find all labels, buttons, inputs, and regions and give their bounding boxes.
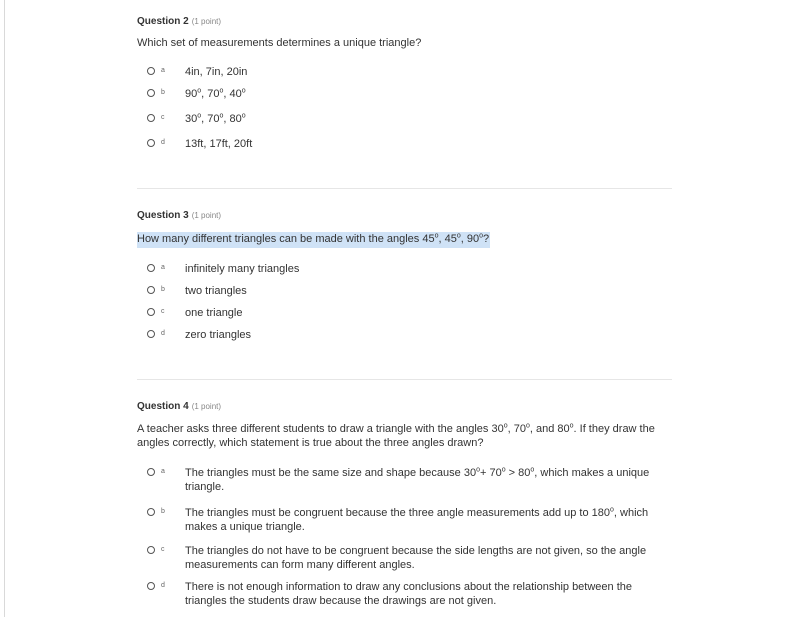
option-letter: a (161, 264, 165, 271)
radio-button[interactable] (147, 89, 155, 97)
radio-button[interactable] (147, 508, 155, 516)
left-border (4, 0, 5, 617)
option-text: infinitely many triangles (185, 263, 300, 275)
option-text: The triangles do not have to be congruent because the side lengths are not given, so the angle measurements can form many different angles. (185, 545, 647, 571)
prompt-text: Which set of measurements determines a unique triangle? (137, 37, 422, 49)
radio-button[interactable] (147, 67, 155, 75)
option-letter: b (161, 508, 165, 515)
question-4-prompt: A teacher asks three different students to draw a triangle with the angles 30$^o$, 70$^o$, and 80$^o$. If they draw the angles correctly, which statement is true about the three angles drawn? (137, 422, 655, 449)
option-letter: c (161, 546, 165, 553)
option-text: The triangles must be congruent because the three angle measurements add up to 180$^o$, which makes a unique triangle. (185, 506, 649, 533)
option-text: 4in, 7in, 20in (185, 66, 248, 78)
option-letter: c (161, 114, 165, 121)
question-2-points: (1 point) (191, 17, 222, 26)
option-text: one triangle (185, 307, 243, 319)
option-letter: c (161, 308, 165, 315)
option-text: The triangles must be the same size and shape because $30^o+ 70^o > 80^o$, which makes a unique triangle. (185, 466, 650, 493)
question-4-header (137, 401, 221, 412)
option-letter: d (161, 330, 165, 337)
option-text: two triangles (185, 285, 247, 297)
option-letter: a (161, 468, 165, 475)
option-text: 30$^o$, 70$^o$, 80$^o$ (185, 112, 246, 125)
question-2-title: Question 2 (137, 16, 189, 27)
option-text: 13ft, 17ft, 20ft (185, 138, 253, 150)
radio-button[interactable] (147, 582, 155, 590)
selected-text-highlight: How many different triangles can be made with the angles 45$^o$, 45$^o$, 90$^o$? (137, 232, 490, 248)
radio-button[interactable] (147, 139, 155, 147)
question-3-prompt (137, 232, 667, 246)
option-text: zero triangles (185, 329, 252, 341)
radio-button[interactable] (147, 546, 155, 554)
option-letter: b (161, 286, 165, 293)
option-letter: b (161, 89, 165, 96)
question-2-prompt (137, 36, 667, 50)
question-divider (137, 188, 672, 189)
question-4-title: Question 4 (137, 401, 189, 412)
option-text: 90$^o$, 70$^o$, 40$^o$ (185, 87, 246, 100)
question-divider (137, 379, 672, 380)
option-text: There is not enough information to draw any conclusions about the relationship between the triangles the students draw because the drawings are not given. (185, 581, 633, 607)
question-3-header (137, 210, 221, 221)
option-letter: d (161, 582, 165, 589)
radio-button[interactable] (147, 264, 155, 272)
option-letter: a (161, 67, 165, 74)
question-4-points: (1 point) (191, 402, 222, 411)
radio-button[interactable] (147, 330, 155, 338)
question-3-points: (1 point) (191, 211, 222, 220)
radio-button[interactable] (147, 468, 155, 476)
question-3-title: Question 3 (137, 210, 189, 221)
radio-button[interactable] (147, 114, 155, 122)
radio-button[interactable] (147, 286, 155, 294)
option-letter: d (161, 139, 165, 146)
question-2-header (137, 16, 221, 27)
radio-button[interactable] (147, 308, 155, 316)
